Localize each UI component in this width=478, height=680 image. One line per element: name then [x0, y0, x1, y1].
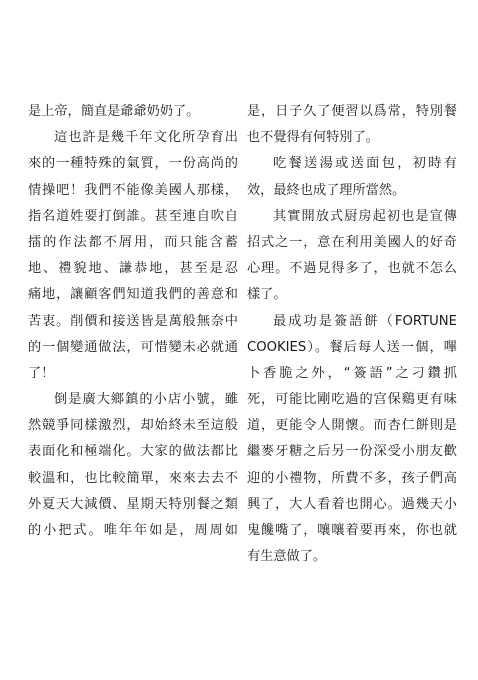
- text-line: 苦衷。削價和接送皆是萬般無奈中: [28, 313, 238, 329]
- text-line: 了！: [28, 365, 55, 381]
- text-line: 指名道姓要打倒誰。甚至連自吹自: [28, 208, 238, 224]
- text-line: 興了，大人看着也開心。過幾天小: [247, 496, 457, 512]
- text-line: 表面化和極端化。大家的做法都比: [28, 444, 238, 460]
- text-line: 外夏天大減價、星期天特別餐之類: [28, 496, 238, 512]
- text-line: 的一個變通做法，可惜變未必就通: [28, 339, 238, 355]
- text-line: 道，更能令人開懷。而杏仁餅則是: [247, 418, 457, 434]
- text-line: 效，最終也成了理所當然。: [247, 182, 406, 198]
- text-line: 樣了。: [247, 287, 287, 303]
- text-line: 的小把式。唯年年如是，周周如: [28, 523, 238, 538]
- text-line: 有生意做了。: [247, 549, 327, 565]
- text-line: COOKIES）。餐后每人送一個，嗶: [247, 339, 457, 355]
- right-text-column: [247, 99, 457, 570]
- text-line: 其實開放式厨房起初也是宣傳: [273, 208, 457, 224]
- text-line: 倒是廣大鄉鎮的小店小號，雖: [54, 392, 238, 408]
- text-line: 最成功是簽語餅（FORTUNE: [273, 313, 457, 329]
- text-line: 然競爭同樣激烈，却始終未至這般: [28, 418, 238, 434]
- text-line: 卜香脆之外，“簽語”之刁鑽抓: [247, 365, 457, 381]
- text-line: 地、禮貌地、謙恭地，甚至是忍: [28, 261, 238, 277]
- text-line: 擂的作法都不屑用，而只能含蓄: [28, 234, 238, 250]
- text-line: 招式之一，意在利用美國人的好奇: [247, 234, 457, 250]
- text-line: 這也許是幾千年文化所孕育出: [54, 130, 238, 146]
- text-line: 迎的小禮物，所費不多，孩子們高: [247, 470, 457, 486]
- text-line: 鬼饞嘴了，嚷嚷着要再來，你也就: [247, 523, 457, 538]
- text-line: 是上帝，簡直是爺爺奶奶了。: [28, 104, 200, 119]
- text-line: 死，可能比剛吃過的宫保鷄更有味: [247, 392, 457, 408]
- text-line: 也不覺得有何特別了。: [247, 130, 379, 146]
- text-line: 繼麥牙糖之后另一份深受小朋友歡: [247, 444, 457, 460]
- text-line: 情操吧！我們不能像美國人那樣，: [28, 182, 238, 198]
- text-line: 吃餐送湯或送面包，初時有: [273, 156, 457, 172]
- text-line: 痛地，讓顧客們知道我們的善意和: [28, 287, 238, 303]
- text-line: 較溫和，也比較簡單，來來去去不: [28, 470, 238, 486]
- text-line: 心理。不過見得多了，也就不怎么: [247, 261, 457, 277]
- text-line: 來的一種特殊的氣質，一份高尚的: [28, 156, 238, 172]
- left-text-column: [28, 99, 238, 544]
- text-line: 是，日子久了便習以爲常，特別餐: [247, 104, 457, 119]
